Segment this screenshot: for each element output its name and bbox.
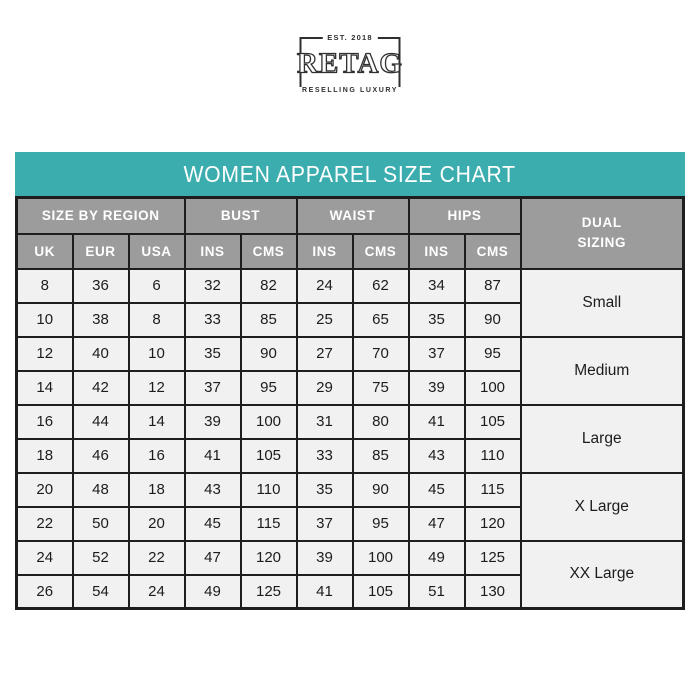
data-cell: 75 [353,371,409,405]
data-cell: 65 [353,303,409,337]
data-cell: 49 [185,575,241,609]
group-header-row [17,198,684,234]
data-cell: 39 [185,405,241,439]
data-cell: 125 [465,541,521,575]
data-cell: 43 [409,439,465,473]
size-label-cell: Medium [521,337,684,405]
data-cell: 125 [241,575,297,609]
data-cell: 41 [185,439,241,473]
data-cell: 16 [129,439,185,473]
data-cell: 12 [129,371,185,405]
data-cell: 24 [297,269,353,303]
table-row [17,337,684,371]
data-cell: 37 [297,507,353,541]
group-header-cell: SIZE BY REGION [17,198,185,234]
size-label-cell: X Large [521,473,684,541]
data-cell: 26 [17,575,73,609]
sub-header-cell: CMS [465,234,521,269]
table-row [17,269,684,303]
data-cell: 130 [465,575,521,609]
data-cell: 95 [465,337,521,371]
data-cell: 47 [185,541,241,575]
data-cell: 48 [73,473,129,507]
data-cell: 51 [409,575,465,609]
sub-header-cell: CMS [241,234,297,269]
data-cell: 41 [409,405,465,439]
data-cell: 115 [241,507,297,541]
size-label-cell: XX Large [521,541,684,609]
data-cell: 52 [73,541,129,575]
data-cell: 120 [465,507,521,541]
table-row [17,473,684,507]
table-header [17,198,684,269]
group-header-cell: HIPS [409,198,521,234]
data-cell: 105 [465,405,521,439]
data-cell: 37 [409,337,465,371]
table-body [17,269,684,609]
size-label-cell: Large [521,405,684,473]
size-chart [15,152,685,610]
data-cell: 42 [73,371,129,405]
data-cell: 40 [73,337,129,371]
data-cell: 110 [465,439,521,473]
data-cell: 95 [241,371,297,405]
sub-header-cell: UK [17,234,73,269]
data-cell: 105 [241,439,297,473]
data-cell: 10 [17,303,73,337]
logo-established-text: EST. 2018 [322,33,377,42]
logo-brand-name: RETAG [297,47,403,79]
data-cell: 54 [73,575,129,609]
data-cell: 8 [129,303,185,337]
data-cell: 100 [353,541,409,575]
data-cell: 29 [297,371,353,405]
data-cell: 47 [409,507,465,541]
data-cell: 20 [17,473,73,507]
size-label-cell: Small [521,269,684,337]
data-cell: 22 [17,507,73,541]
data-cell: 41 [297,575,353,609]
data-cell: 31 [297,405,353,439]
table-row [17,405,684,439]
data-cell: 110 [241,473,297,507]
data-cell: 36 [73,269,129,303]
data-cell: 49 [409,541,465,575]
data-cell: 105 [353,575,409,609]
group-header-cell: WAIST [297,198,409,234]
data-cell: 16 [17,405,73,439]
data-cell: 39 [297,541,353,575]
data-cell: 14 [17,371,73,405]
data-cell: 33 [297,439,353,473]
sub-header-cell: EUR [73,234,129,269]
data-cell: 6 [129,269,185,303]
data-cell: 34 [409,269,465,303]
data-cell: 18 [17,439,73,473]
size-table [15,196,685,610]
data-cell: 85 [241,303,297,337]
sub-header-cell: INS [185,234,241,269]
data-cell: 35 [409,303,465,337]
data-cell: 82 [241,269,297,303]
data-cell: 90 [241,337,297,371]
data-cell: 115 [465,473,521,507]
data-cell: 32 [185,269,241,303]
data-cell: 45 [185,507,241,541]
data-cell: 24 [129,575,185,609]
data-cell: 14 [129,405,185,439]
data-cell: 38 [73,303,129,337]
data-cell: 45 [409,473,465,507]
data-cell: 8 [17,269,73,303]
data-cell: 70 [353,337,409,371]
group-header-cell: BUST [185,198,297,234]
data-cell: 90 [353,473,409,507]
brand-logo [297,33,403,94]
data-cell: 20 [129,507,185,541]
dual-sizing-header: DUAL SIZING [521,198,684,269]
data-cell: 87 [465,269,521,303]
sub-header-cell: CMS [353,234,409,269]
data-cell: 46 [73,439,129,473]
data-cell: 95 [353,507,409,541]
data-cell: 37 [185,371,241,405]
data-cell: 43 [185,473,241,507]
data-cell: 50 [73,507,129,541]
data-cell: 100 [241,405,297,439]
data-cell: 39 [409,371,465,405]
data-cell: 90 [465,303,521,337]
chart-title: WOMEN APPAREL SIZE CHART [183,160,517,187]
logo-tagline-text: RESELLING LUXURY [297,87,403,94]
data-cell: 35 [297,473,353,507]
sub-header-cell: INS [409,234,465,269]
data-cell: 120 [241,541,297,575]
data-cell: 62 [353,269,409,303]
data-cell: 18 [129,473,185,507]
data-cell: 27 [297,337,353,371]
data-cell: 10 [129,337,185,371]
data-cell: 33 [185,303,241,337]
data-cell: 24 [17,541,73,575]
data-cell: 80 [353,405,409,439]
data-cell: 12 [17,337,73,371]
data-cell: 25 [297,303,353,337]
data-cell: 85 [353,439,409,473]
data-cell: 44 [73,405,129,439]
sub-header-cell: INS [297,234,353,269]
data-cell: 100 [465,371,521,405]
table-row [17,541,684,575]
data-cell: 22 [129,541,185,575]
sub-header-cell: USA [129,234,185,269]
chart-title-bar [15,152,685,196]
data-cell: 35 [185,337,241,371]
